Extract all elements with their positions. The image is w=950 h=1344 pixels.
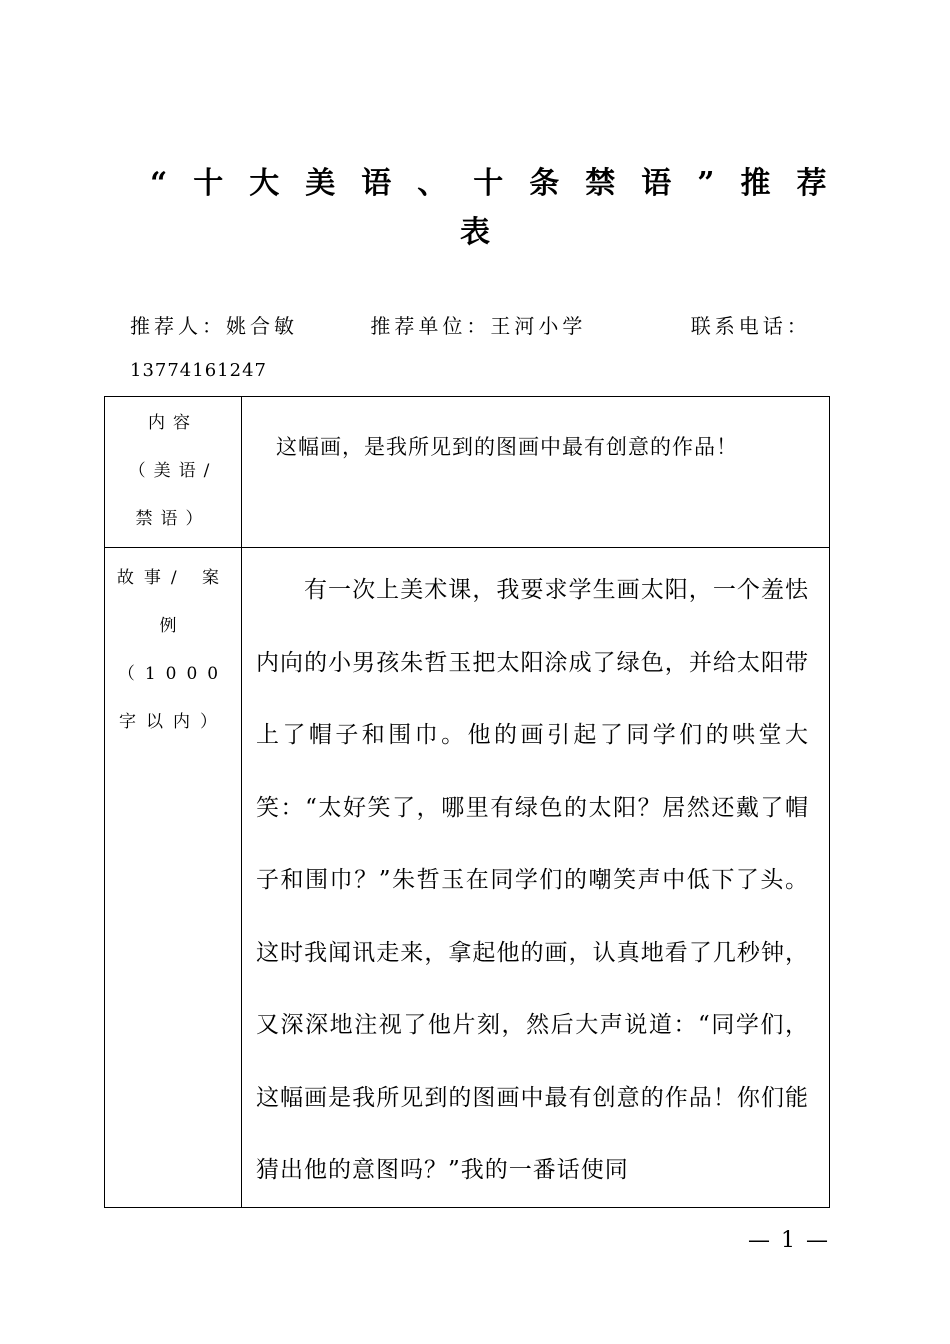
document-title-line1: “十大美语、十条禁语”推荐 — [150, 166, 853, 201]
story-label-line1: 故事/ 案 — [116, 568, 230, 588]
table-row-story — [105, 548, 830, 1208]
document-title-line2: 表 — [460, 215, 490, 250]
recommendation-table — [104, 396, 830, 1208]
content-label-line1: 内容 — [148, 413, 198, 433]
referrer-unit: 推荐单位：王河小学 — [370, 314, 587, 338]
content-label-cell — [105, 397, 242, 548]
story-value-cell — [242, 548, 830, 1208]
content-label-line2: （美语/ — [128, 461, 218, 481]
story-label-line3: 字以内） — [119, 712, 227, 732]
page-number: — 1 — — [748, 1228, 830, 1253]
story-label-cell — [105, 548, 242, 1208]
story-text: 有一次上美术课，我要求学生画太阳，一个羞怯内向的小男孩朱哲玉把太阳涂成了绿色，并给太阳带上了帽子和围巾。他的画引起了同学们的哄堂大笑：“太好笑了，哪里有绿色的太阳？居然还戴了帽子和围巾？”朱哲玉在同学们的嘲笑声中低下了头。这时我闻讯走来，拿起他的画，认真地看了几秒钟，又深深地注视了他片刻，然后大声说道：“同学们，这幅画是我所见到的图画中最有创意的作品！你们能猜出他的意图吗？”我的一番话使同 — [256, 577, 809, 1183]
content-value-cell — [242, 397, 830, 548]
content-label-line3: 禁语） — [135, 509, 211, 529]
table-row-content — [105, 397, 830, 548]
referrer-info-line — [130, 310, 810, 339]
phone-number: 13774161247 — [130, 360, 267, 381]
content-value: 这幅画，是我所见到的图画中最有创意的作品！ — [276, 435, 738, 459]
phone-label: 联系电话： — [690, 314, 811, 338]
referrer: 推荐人：姚合敏 — [130, 314, 298, 338]
story-label-line2: 例（1000 — [117, 616, 229, 684]
